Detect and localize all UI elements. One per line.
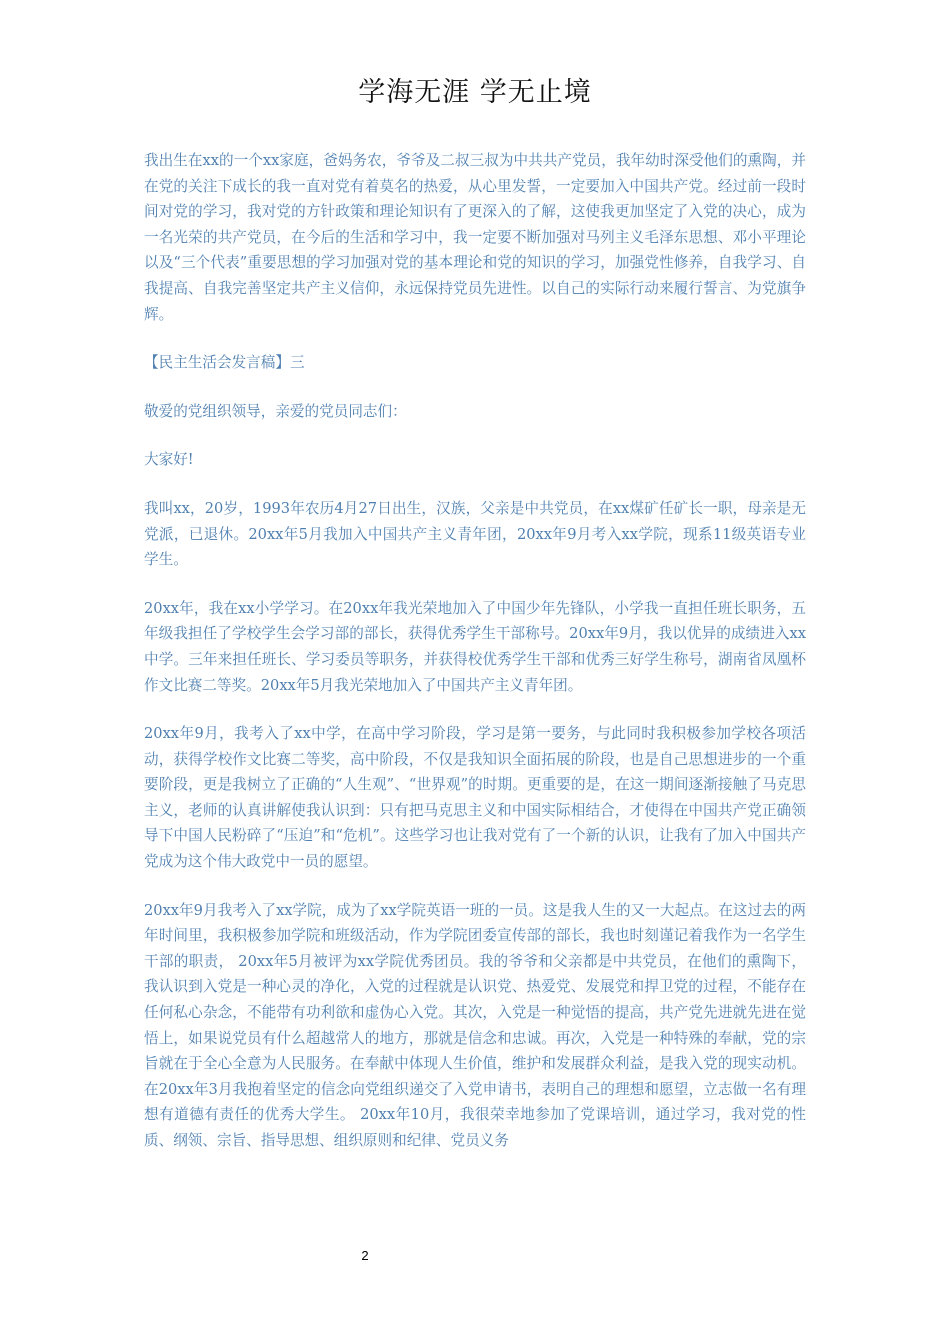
paragraph-intro: 我出生在xx的一个xx家庭，爸妈务农，爷爷及二叔三叔为中共共产党员，我年幼时深受他们的熏陶，并在党的关注下成长的我一直对党有着莫名的热爱，从心里发誓，一定要加入中国共产党。经过前一段时间对党的学习，我对党的方针政策和理论知识有了更深入的了解，这使我更加坚定了入党的决心，成为一名光荣的共产党员，在今后的生活和学习中，我一定要不断加强对马列主义毛泽东思想、邓小平理论以及“三个代表”重要思想的学习加强对党的基本理论和党的知识的学习，加强党性修养，自我学习、自我提高、自我完善坚定共产主义信仰，永远保持党员先进性。以自己的实际行动来履行誓言、为党旗争辉。 [144,152,806,323]
paragraph-high-school: 20xx年9月，我考入了xx中学，在高中学习阶段，学习是第一要务，与此同时我积极参加学校各项活动，获得学校作文比赛二等奖，高中阶段，不仅是我知识全面拓展的阶段，也是自己思想进步的一个重要阶段，更是我树立了正确的“人生观”、“世界观”的时期。更重要的是，在这一期间逐渐接触了马克思主义，老师的认真讲解使我认识到：只有把马克思主义和中国实际相结合，才使得在中国共产党正确领导下中国人民粉碎了“压迫”和“危机”。这些学习也让我对党有了一个新的认识，让我有了加入中国共产党成为这个伟大政党中一员的愿望。 [144,725,806,871]
section-heading: 【民主生活会发言稿】三 [144,354,305,372]
greeting: 大家好! [144,451,194,469]
paragraph-personal-info: 我叫xx，20岁，1993年农历4月27日出生，汉族，父亲是中共党员，在xx煤矿任矿长一职，母亲是无党派，已退休。20xx年5月我加入中国共产主义青年团，20xx年9月考入xx学院，现系11级英语专业学生。 [144,499,806,569]
document-body [144,148,806,1177]
page-number: 2 [361,1248,369,1263]
paragraph-primary-school: 20xx年，我在xx小学学习。在20xx年我光荣地加入了中国少年先锋队，小学我一直担任班长职务，五年级我担任了学校学生会学习部的部长，获得优秀学生干部称号。20xx年9月，我以优异的成绩进入xx中学。三年来担任班长、学习委员等职务，并获得校优秀学生干部和优秀三好学生称号，湖南省凤凰杯作文比赛二等奖。20xx年5月我光荣地加入了中国共产主义青年团。 [144,599,806,694]
paragraph-college: 20xx年9月我考入了xx学院，成为了xx学院英语一班的一员。这是我人生的又一大起点。在这过去的两年时间里，我积极参加学院和班级活动，作为学院团委宣传部的部长，我也时刻谨记着我作为一名学生干部的职责， 20xx年5月被评为xx学院优秀团员。我的爷爷和父亲都是中共党员，在他们的熏陶下，我认识到入党是一种心灵的净化，入党的过程就是认识党、热爱党、发展党和捍卫党的过程，不能存在任何私心杂念，不能带有功利欲和虚伪心入党。其次，入党是一种觉悟的提高，共产党先进就先进在觉悟上，如果说党员有什么超越常人的地方，那就是信念和忠诚。再次，入党是一种特殊的奉献，党的宗旨就在于全心全意为人民服务。在奉献中体现人生价值，维护和发展群众利益，是我入党的现实动机。在20xx年3月我抱着坚定的信念向党组织递交了入党申请书，表明自己的理想和愿望，立志做一名有理想有道德有责任的优秀大学生。 20xx年10月，我很荣幸地参加了党课培训，通过学习，我对党的性质、纲领、宗旨、指导思想、组织原则和纪律、党员义务 [144,901,806,1149]
salutation: 敬爱的党组织领导，亲爱的党员同志们： [144,402,407,420]
page-header-title: 学海无涯 学无止境 [358,77,592,108]
